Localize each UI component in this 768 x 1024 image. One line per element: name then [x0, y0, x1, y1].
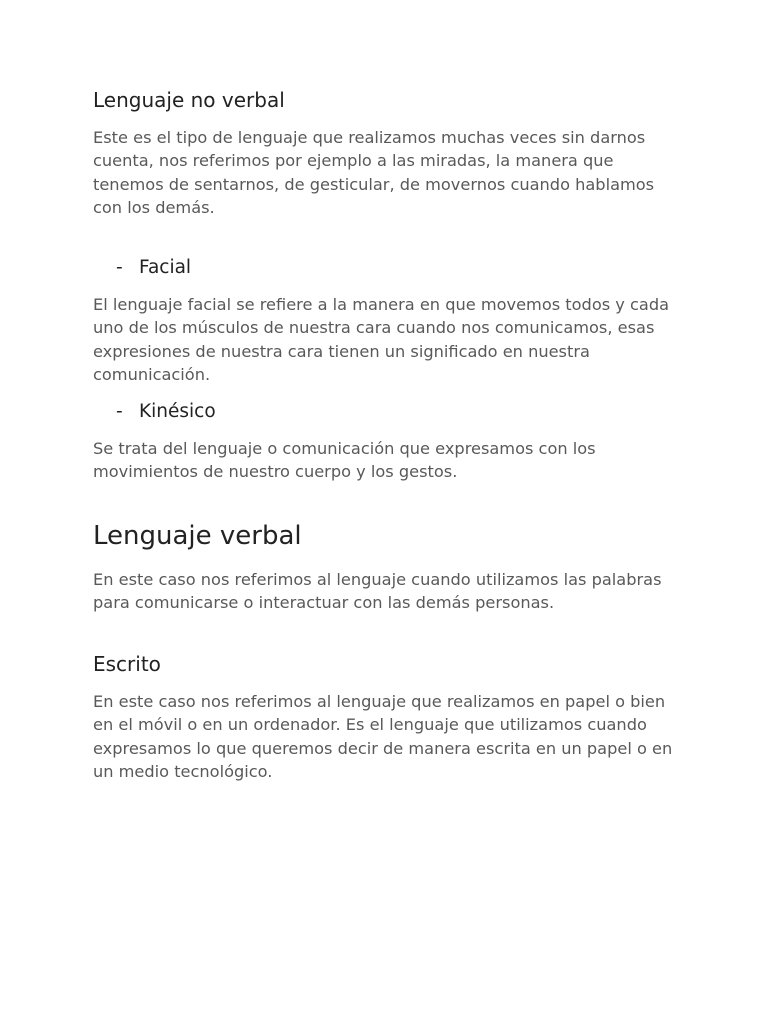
- heading-lenguaje-no-verbal: Lenguaje no verbal: [93, 88, 285, 112]
- heading-facial: Facial: [139, 257, 192, 278]
- paragraph-escrito: En este caso nos referimos al lenguaje que realizamos en papel o bien en el móvil o en un ordenador. Es el lenguaje que utilizamos cuando expresamos lo que queremos decir de manera escrita en un papel o en un medio tecnológico.: [93, 692, 673, 781]
- heading-escrito: Escrito: [93, 652, 161, 676]
- paragraph-lenguaje-no-verbal: Este es el tipo de lenguaje que realizamos muchas veces sin darnos cuenta, nos referimos por ejemplo a las miradas, la manera que tenemos de sentarnos, de gesticular, de movernos cuando hablamos con los demás.: [93, 128, 655, 217]
- bullet-kinesico: [116, 400, 216, 424]
- paragraph-kinesico: Se trata del lenguaje o comunicación que expresamos con los movimientos de nuestro cuerpo y los gestos.: [93, 439, 596, 482]
- heading-kinesico: Kinésico: [139, 401, 216, 422]
- bullet-dash: -: [116, 257, 123, 278]
- bullet-dash: -: [116, 401, 123, 422]
- bullet-facial: [116, 256, 191, 280]
- heading-lenguaje-verbal: Lenguaje verbal: [93, 521, 302, 551]
- paragraph-lenguaje-verbal: En este caso nos referimos al lenguaje cuando utilizamos las palabras para comunicarse o interactuar con las demás personas.: [93, 570, 662, 613]
- paragraph-facial: El lenguaje facial se refiere a la manera en que movemos todos y cada uno de los músculos de nuestra cara cuando nos comunicamos, esas expresiones de nuestra cara tienen un significado en nuestra comunicación.: [93, 295, 670, 384]
